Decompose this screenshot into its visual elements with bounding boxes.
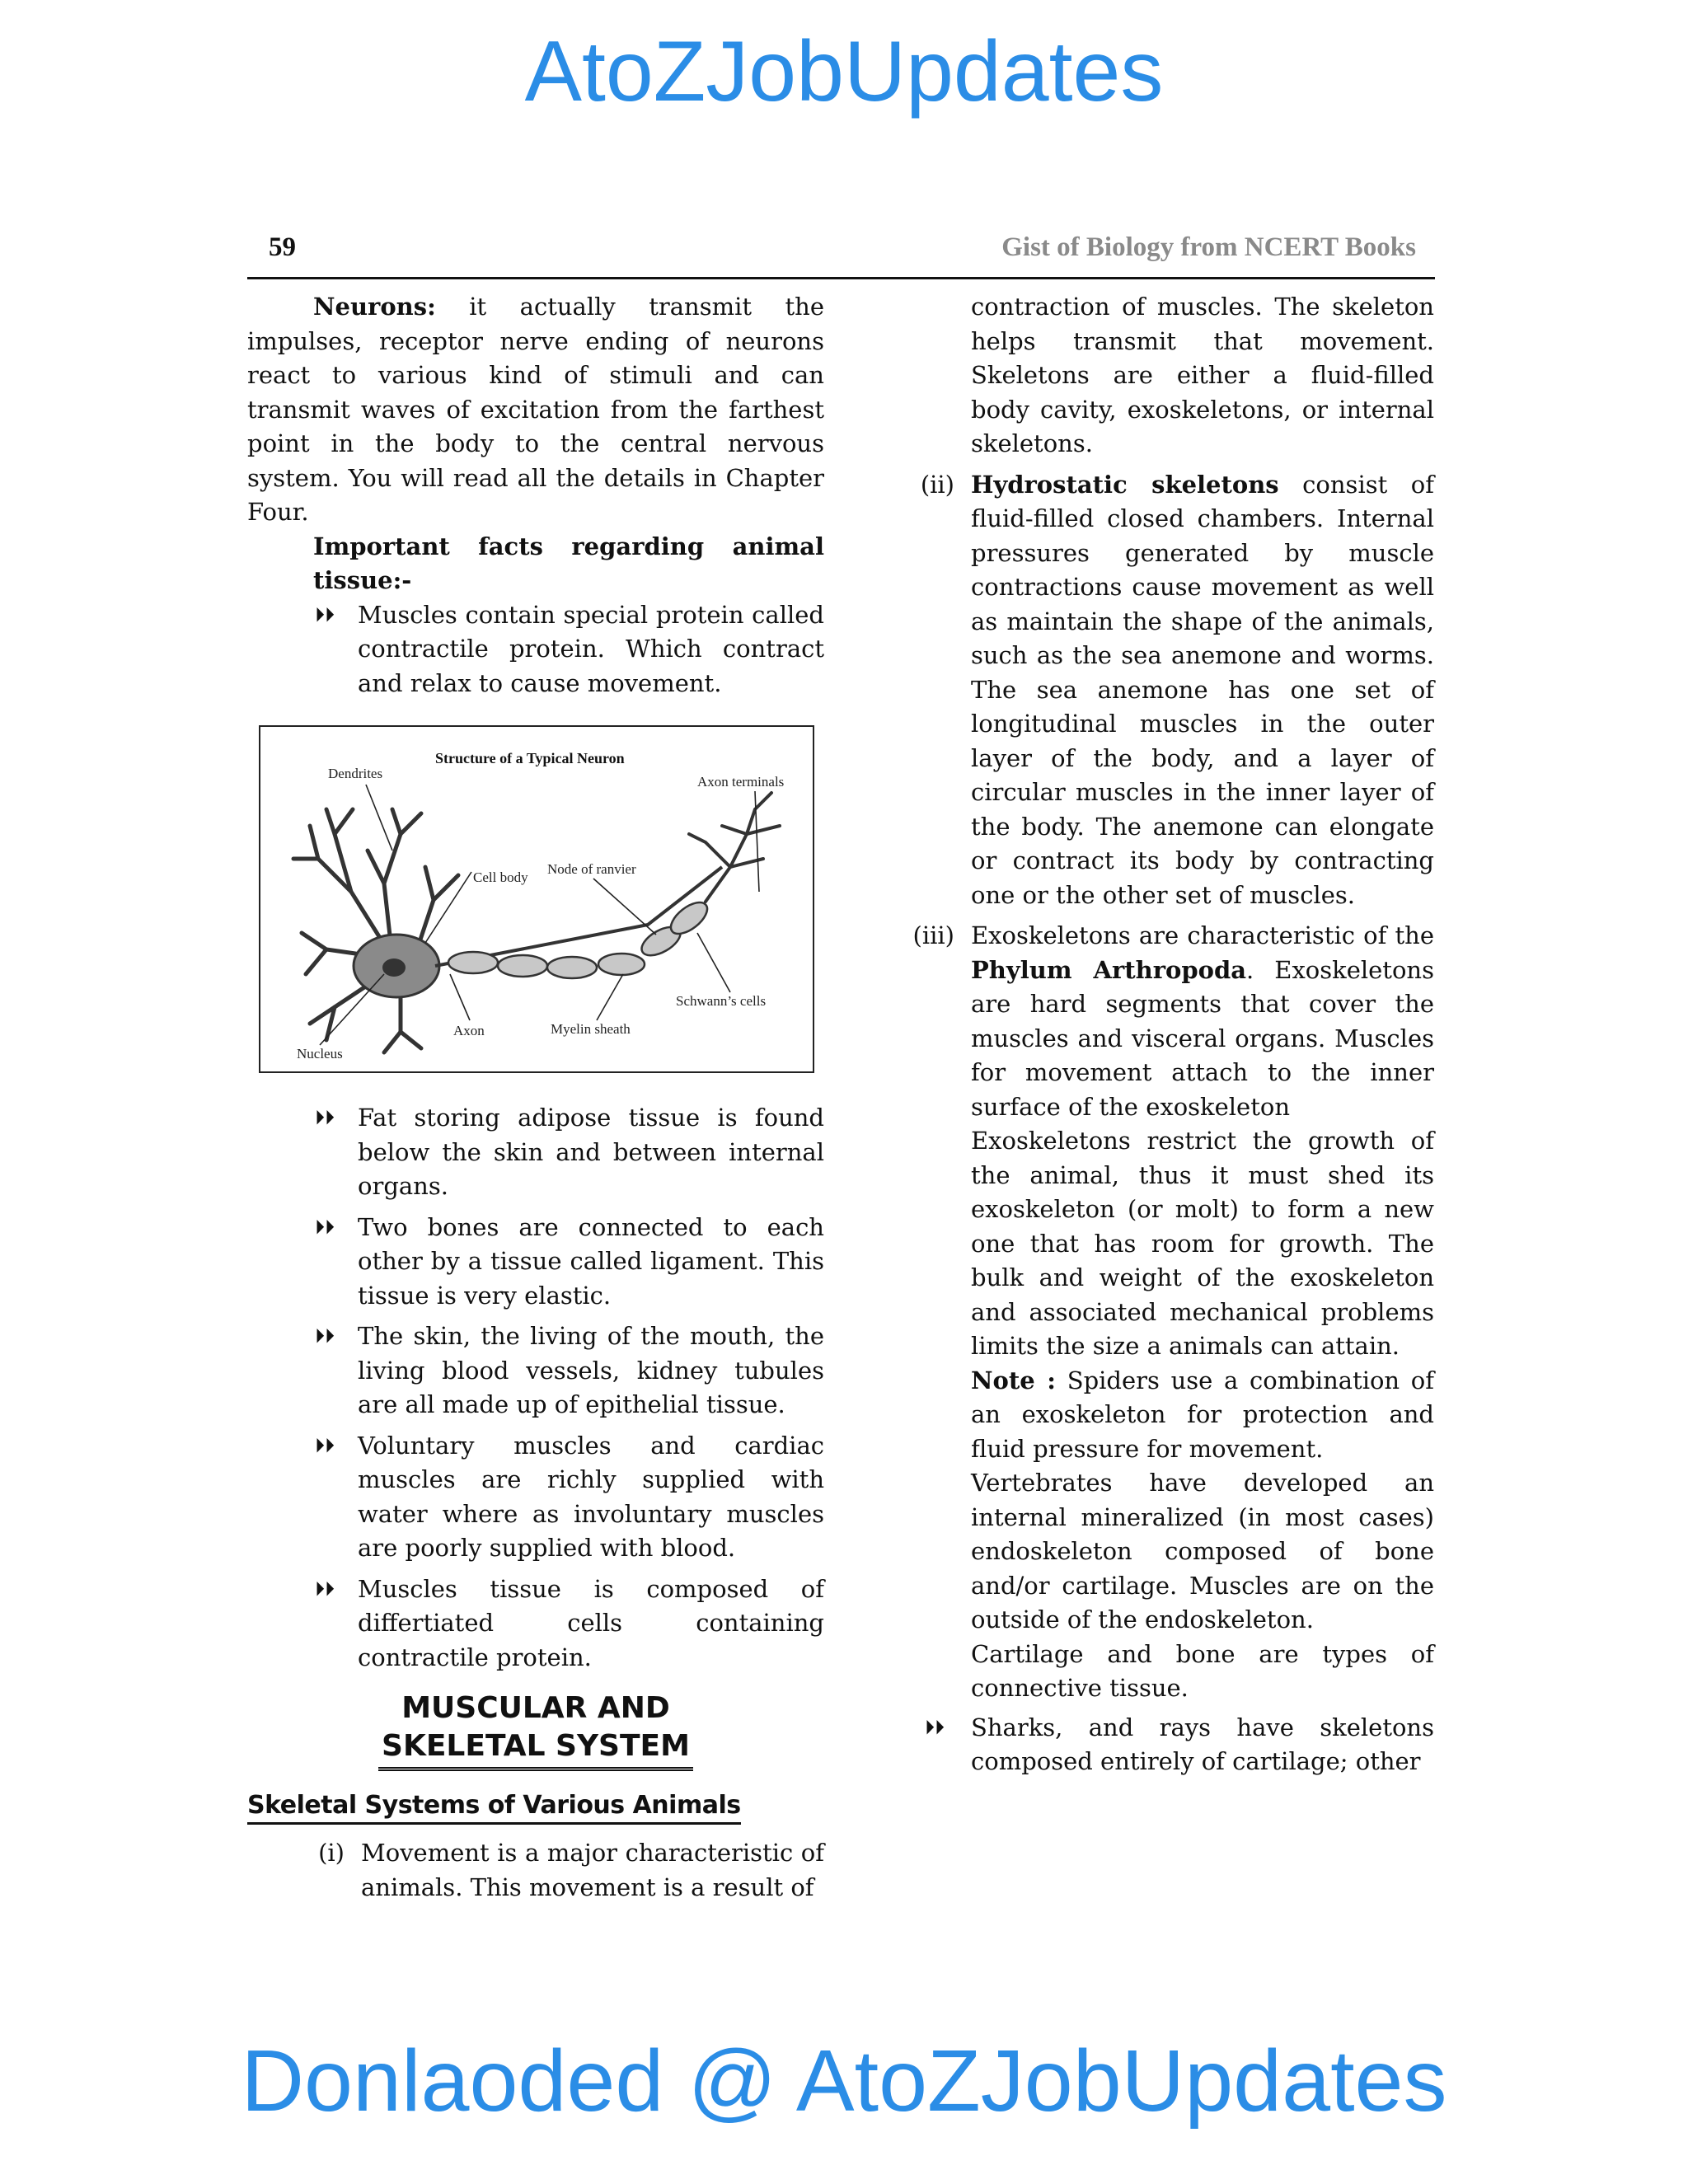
list-item: ⏵⏵ Fat storing adipose tissue is found below the skin and between internal organs.: [247, 1101, 824, 1204]
neurons-text: it actually transmit the impulses, receptor nerve ending of neurons react to various kind of stimuli and can transmit waves of excitation from the farthest point in the body to the central nervous system. You will read all the details in Chapter Four.: [247, 293, 824, 526]
numbered-item-iii: (iii) Exoskeletons are characteristic of the Phylum Arthropoda. Exoskeletons are hard segments that cover the muscles and visceral organs. Muscles for movement attach to the inner surface of the exoskeleton: [912, 921, 1434, 1121]
left-column: [247, 290, 824, 1905]
subsection-heading: Skeletal Systems of Various Animals: [247, 1789, 741, 1825]
header-rule: [247, 277, 1435, 279]
neuron-figure: [259, 725, 814, 1073]
double-arrow-icon: ⏵⏵: [315, 602, 335, 626]
continuation-paragraph: contraction of muscles. The skeleton helps transmit that movement. Skeletons are either a fluid-filled body cavity, exoskeletons, or internal skeletons.: [971, 293, 1434, 457]
label-myelin-sheath: Myelin sheath: [551, 1021, 631, 1037]
double-arrow-icon: ⏵⏵: [315, 1577, 335, 1601]
axon-terminals-shape: [689, 793, 780, 902]
label-node-of-ranvier: Node of ranvier: [547, 861, 636, 877]
label-axon-terminals: Axon terminals: [697, 774, 785, 790]
vertebrates-paragraph: Vertebrates have developed an internal mineralized (in most cases) endoskeleton composed of bone and/or cartilage. Muscles are on the outside of the endoskeleton.: [971, 1469, 1434, 1633]
double-arrow-icon: ⏵⏵: [925, 1715, 945, 1739]
label-nucleus: Nucleus: [297, 1046, 343, 1062]
list-item: ⏵⏵ Muscles tissue is composed of differtiated cells containing contractile protein.: [247, 1572, 824, 1675]
list-item: ⏵⏵ Two bones are connected to each other by a tissue called ligament. This tissue is very elastic.: [247, 1211, 824, 1314]
double-arrow-icon: ⏵⏵: [315, 1433, 335, 1457]
nucleus-shape: [382, 958, 406, 977]
section-heading: MUSCULAR AND SKELETAL SYSTEM: [247, 1690, 824, 1771]
double-arrow-icon: ⏵⏵: [315, 1324, 335, 1347]
neurons-paragraph: [247, 290, 824, 530]
list-item: ⏵⏵ Muscles contain special protein called contractile protein. Which contract and relax to cause movement.: [247, 598, 824, 701]
list-item: ⏵⏵ The skin, the living of the mouth, the living blood vessels, kidney tubules are all made up of epithelial tissue.: [247, 1319, 824, 1422]
numbered-item-i: (i) Movement is a major characteristic of animals. This movement is a result of: [318, 1839, 824, 1901]
cartilage-paragraph: Cartilage and bone are types of connective tissue.: [971, 1639, 1434, 1702]
label-dendrites: Dendrites: [328, 766, 383, 781]
running-head: Gist of Biology from NCERT Books: [1001, 232, 1416, 262]
watermark-top: AtoZJobUpdates: [524, 24, 1164, 120]
numbered-item-ii: (ii) Hydrostatic skeletons consist of fluid-filled closed chambers. Internal pressures generated by muscle contractions cause movement as well as maintain the shape of the animals, such as the sea anemone and worms. The sea anemone has one set of longitudinal muscles in the outer layer of the body, and a layer of circular muscles in the inner layer of the body. The anemone can elongate or contract its body by contracting one or the other set of muscles.: [920, 470, 1434, 909]
label-schwanns-cells: Schwann’s cells: [676, 993, 767, 1009]
double-arrow-icon: ⏵⏵: [315, 1215, 335, 1239]
right-column: [857, 290, 1434, 1779]
neurons-term: Neurons:: [313, 293, 436, 321]
label-cell-body: Cell body: [473, 869, 528, 885]
list-item: ⏵⏵ Voluntary muscles and cardiac muscles are richly supplied with water where as involuntary muscles are poorly supplied with blood.: [247, 1429, 824, 1566]
page-number: 59: [269, 232, 296, 262]
watermark-bottom: Donlaoded @ AtoZJobUpdates: [241, 2032, 1447, 2130]
note-paragraph: Note : Spiders use a combination of an exoskeleton for protection and fluid pressure for movement.: [971, 1366, 1435, 1463]
neuron-diagram: [260, 727, 813, 1071]
facts-heading: Important facts regarding animal tissue:-: [313, 532, 824, 594]
figure-title: Structure of a Typical Neuron: [435, 750, 625, 766]
double-arrow-icon: ⏵⏵: [315, 1106, 335, 1129]
list-item: ⏵⏵ Sharks, and rays have skeletons composed entirely of cartilage; other: [857, 1711, 1434, 1779]
label-axon: Axon: [453, 1023, 485, 1038]
growth-paragraph: Exoskeletons restrict the growth of the animal, thus it must shed its exoskeleton (or molt) to form a new one that has room for growth. The bulk and weight of the exoskeleton and associated mechanical problems limits the size a animals can attain.: [971, 1127, 1434, 1360]
